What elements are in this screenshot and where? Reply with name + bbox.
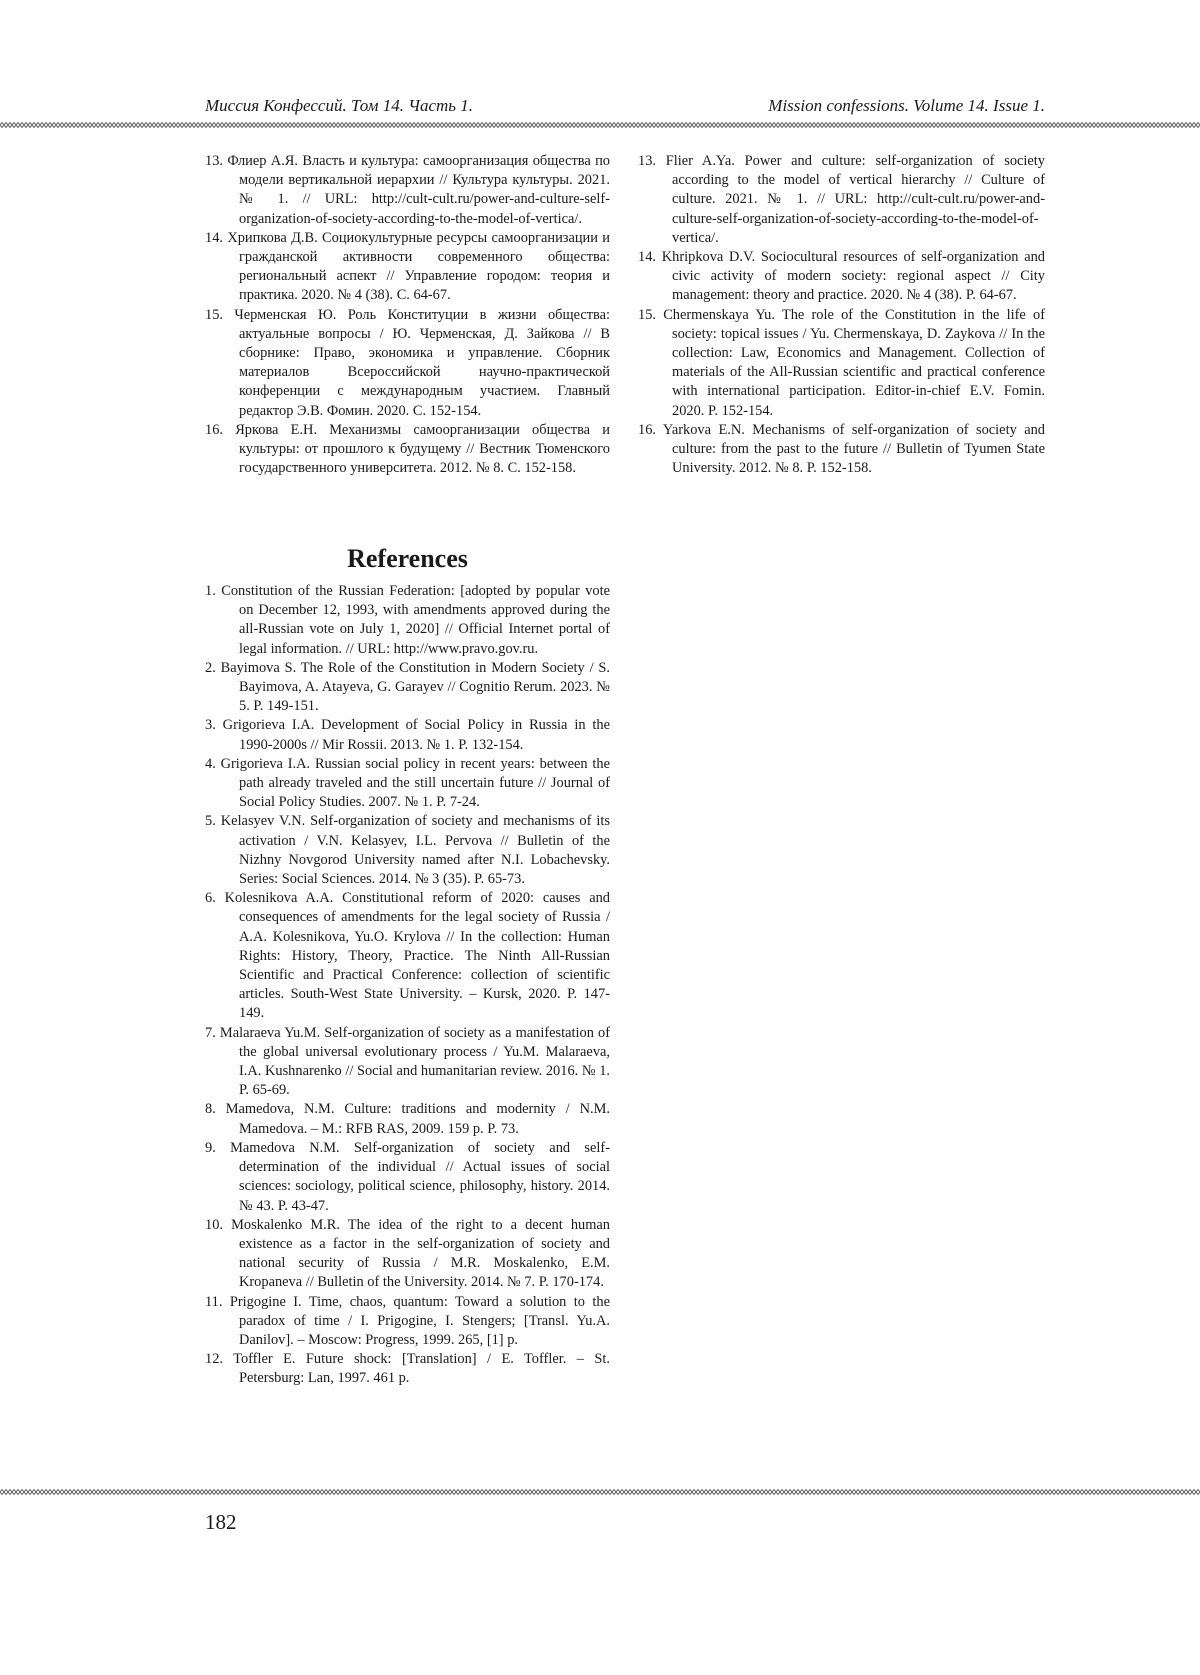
reference-item: 16. Yarkova E.N. Mechanisms of self-organization of society and culture: from the past to the future // Bulletin of Tyumen State University. 2012. № 8. P. 152-158. <box>638 421 1045 477</box>
page-number: 182 <box>205 1510 237 1534</box>
reference-item: 15. Черменская Ю. Роль Конституции в жизни общества: актуальные вопросы / Ю. Черменская, Д. Зайкова // В сборнике: Право, экономика и управление. Сборник материалов Всероссийской научно-практической конференции с международным участием. Главный редактор Э.В. Фомин. 2020. С. 152-154. <box>205 306 610 419</box>
reference-item: 5. Kelasyev V.N. Self-organization of society and mechanisms of its activation / V.N. Kelasyev, I.L. Pervova // Bulletin of the Nizhny Novgorod University named after N.I. Lobachevsky. Series: Social Sciences. 2014. № 3 (35). P. 65-73. <box>205 813 610 888</box>
running-head <box>205 96 1045 120</box>
reference-item: 10. Moskalenko M.R. The idea of the right to a decent human existence as a factor in the self-organization of society and national security of Russia / M.R. Moskalenko, E.M. Kropaneva // Bulletin of the University. 2014. № 7. P. 170-174. <box>205 1216 610 1291</box>
journal-title-ru: Миссия Конфессий. Том 14. Часть 1. <box>205 96 474 115</box>
reference-item: 12. Toffler E. Future shock: [Translation] / E. Toffler. – St. Petersburg: Lan, 1997. 461 p. <box>205 1351 610 1387</box>
reference-item: 7. Malaraeva Yu.M. Self-organization of society as a manifestation of the global universal evolutionary process / Yu.M. Malaraeva, I.A. Kushnarenko // Social and humanitarian review. 2016. № 1. P. 65-69. <box>205 1024 610 1099</box>
reference-item: 15. Chermenskaya Yu. The role of the Constitution in the life of society: topical issues / Yu. Chermenskaya, D. Zaykova // In the collection: Law, Economics and Management. Collection of materials of the All-Russian scientific and practical conference with international participation. Editor-in-chief E.V. Fomin. 2020. P. 152-154. <box>638 306 1045 419</box>
reference-item: 2. Bayimova S. The Role of the Constitution in Modern Society / S. Bayimova, A. Atayeva, G. Garayev // Cognitio Rerum. 2023. № 5. P. 149-151. <box>205 659 610 715</box>
english-translation-list <box>638 152 1045 478</box>
reference-item: 11. Prigogine I. Time, chaos, quantum: Toward a solution to the paradox of time / I. Prigogine, I. Stengers; [Transl. Yu.A. Danilov]. – Moscow: Progress, 1999. 265, [1] p. <box>205 1293 610 1348</box>
footer-divider <box>0 1488 1200 1496</box>
reference-item: 8. Mamedova, N.M. Culture: traditions and modernity / N.M. Mamedova. – M.: RFB RAS, 2009. 159 p. P. 73. <box>205 1101 610 1137</box>
header-divider <box>0 121 1200 129</box>
reference-item: 3. Grigorieva I.A. Development of Social Policy in Russia in the 1990-2000s // Mir Rossii. 2013. № 1. P. 132-154. <box>205 717 610 753</box>
russian-reference-list <box>205 152 610 478</box>
reference-item: 1. Constitution of the Russian Federation: [adopted by popular vote on December 12, 1993, with amendments approved during the all-Russian vote on July 1, 2020] // Official Internet portal of legal information. // URL: http://www.pravo.gov.ru. <box>205 583 610 657</box>
journal-title-en: Mission confessions. Volume 14. Issue 1. <box>768 96 1045 115</box>
reference-item: 14. Хрипкова Д.В. Социокультурные ресурсы самоорганизации и гражданской активности современного общества: региональный аспект // Управление городом: теория и практика. 2020. № 4 (38). С. 64-67. <box>205 229 610 304</box>
english-reference-list <box>205 582 610 1389</box>
references-heading: References <box>347 544 468 573</box>
reference-item: 9. Mamedova N.M. Self-organization of society and self-determination of the individual // Actual issues of social sciences: sociology, political science, philosophy, history. 2014. № 43. P. 43-47. <box>205 1139 610 1214</box>
reference-item: 13. Флиер А.Я. Власть и культура: самоорганизация общества по модели вертикальной иерархии // Культура культуры. 2021. № 1. // URL: http://cult-cult.ru/power-and-culture-self-organization-of-society-according-to-the-model-of-vertica/. <box>205 153 610 227</box>
reference-item: 16. Яркова Е.Н. Механизмы самоорганизации общества и культуры: от прошлого к будущему // Вестник Тюменского государственного университета. 2012. № 8. С. 152-158. <box>205 421 610 477</box>
reference-item: 6. Kolesnikova A.A. Constitutional reform of 2020: causes and consequences of amendments for the legal society of Russia / A.A. Kolesnikova, Yu.O. Krylova // In the collection: Human Rights: History, Theory, Practice. The Ninth All-Russian Scientific and Practical Conference: collection of scientific articles. South-West State University. – Kursk, 2020. P. 147-149. <box>205 890 610 1022</box>
reference-item: 4. Grigorieva I.A. Russian social policy in recent years: between the path already traveled and the still uncertain future // Journal of Social Policy Studies. 2007. № 1. P. 7-24. <box>205 755 610 811</box>
reference-item: 14. Khripkova D.V. Sociocultural resources of self-organization and civic activity of modern society: regional aspect // City management: theory and practice. 2020. № 4 (38). P. 64-67. <box>638 249 1045 304</box>
reference-item: 13. Flier A.Ya. Power and culture: self-organization of society according to the model of vertical hierarchy // Culture of culture. 2021. № 1. // URL: http://cult-cult.ru/power-and-culture-self-organization-of-society-according-to-the-model-of-vertica/. <box>638 153 1045 246</box>
